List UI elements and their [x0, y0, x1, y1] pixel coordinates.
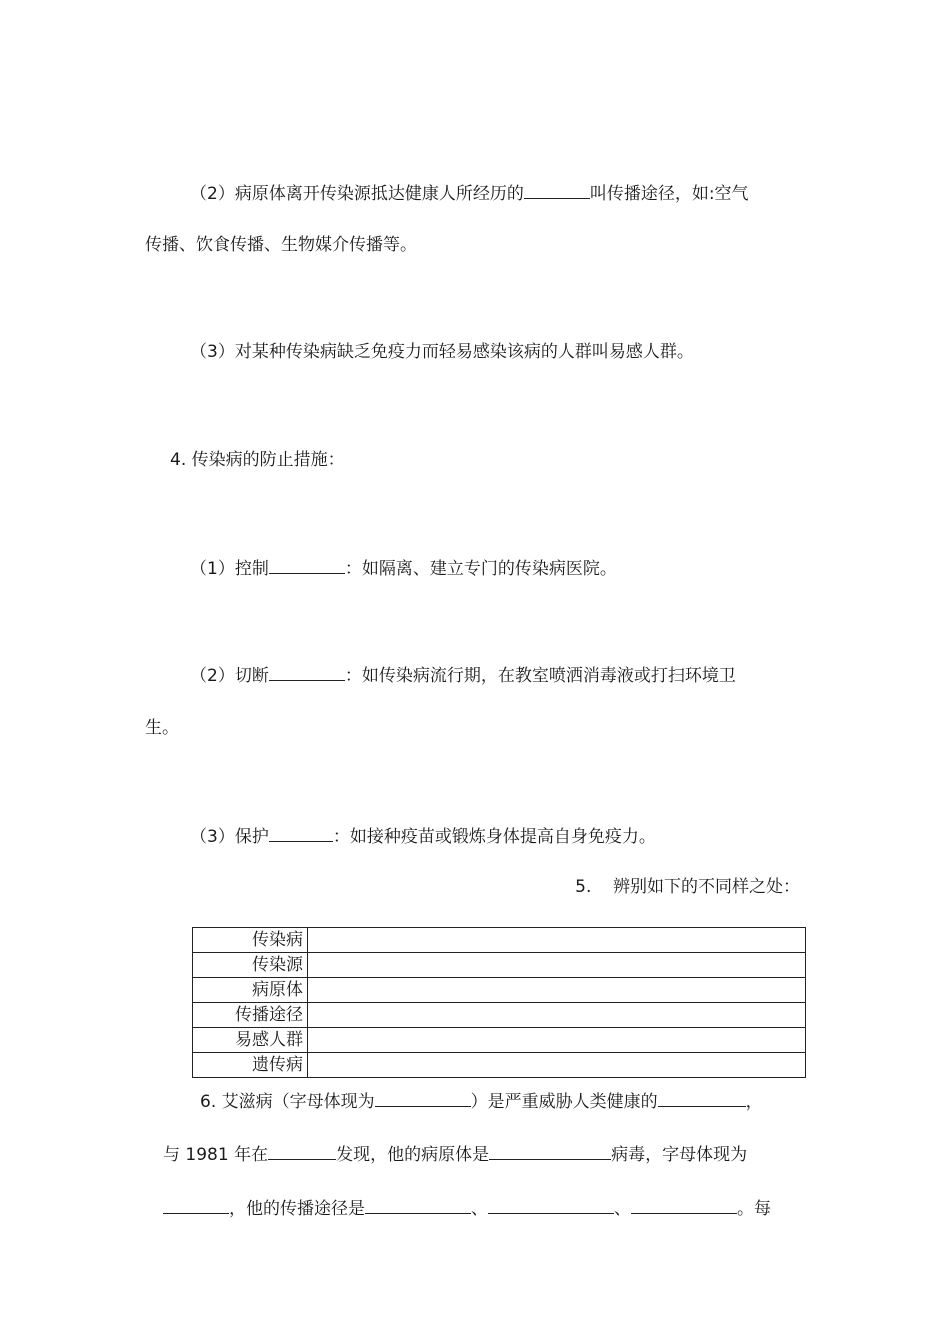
measure-2-after: ：如传染病流行期，在教室喷洒消毒液或打扫环境卫: [344, 666, 736, 686]
table-row: [193, 978, 806, 1003]
section-6-line-1: [200, 1088, 763, 1114]
aids-country-blank[interactable]: [268, 1141, 336, 1160]
term-answer-cell[interactable]: [308, 1003, 806, 1028]
section-5-title-text: 5. 辨别如下的不同样之处：: [575, 877, 800, 897]
route-paragraph: [190, 180, 749, 206]
terms-table: [192, 927, 806, 1078]
measure-3: [190, 823, 656, 849]
section-4-title: [170, 448, 345, 472]
term-answer-cell[interactable]: [308, 978, 806, 1003]
route-paragraph-cont: [145, 233, 417, 257]
route-text-after: 叫传播途径，如:空气: [589, 184, 749, 204]
measure-1: [190, 555, 617, 581]
measure-2-blank[interactable]: [269, 662, 345, 681]
s6-l3d: 。每: [737, 1199, 771, 1219]
term-answer-cell[interactable]: [308, 953, 806, 978]
route-blank-1[interactable]: [365, 1195, 471, 1214]
route-text-before: （2）病原体离开传染源抵达健康人所经历的: [190, 184, 524, 204]
measure-2-cont: [145, 716, 179, 740]
section-4-title-text: 4. 传染病的防止措施：: [170, 450, 345, 470]
s6-l3a: ，他的传播途径是: [229, 1199, 365, 1219]
measure-3-after: ：如接种疫苗或锻炼身体提高自身免疫力。: [332, 827, 656, 847]
aids-pathogen-blank[interactable]: [489, 1141, 611, 1160]
route-blank-3[interactable]: [631, 1195, 737, 1214]
virus-abbrev-blank[interactable]: [163, 1195, 229, 1214]
s6-l1b: ）是严重威胁人类健康的: [470, 1092, 658, 1112]
s6-l3b: 、: [471, 1199, 488, 1219]
s6-l3c: 、: [614, 1199, 631, 1219]
measure-2-cont-text: 生。: [145, 718, 179, 738]
section-6-line-2: [163, 1141, 747, 1167]
s6-l2c: 病毒，字母体现为: [611, 1145, 748, 1165]
table-row: [193, 928, 806, 953]
term-label: 易感人群: [193, 1028, 308, 1053]
susceptible-text: （3）对某种传染病缺乏免疫力而轻易感染该病的人群叫易感人群。: [190, 342, 694, 362]
s6-l1c: ，: [745, 1092, 763, 1112]
s6-l1a: 6. 艾滋病（字母体现为: [200, 1092, 375, 1112]
susceptible-paragraph: [190, 340, 694, 364]
table-row: [193, 1003, 806, 1028]
measure-3-blank[interactable]: [269, 823, 333, 842]
aids-threat-blank[interactable]: [658, 1088, 746, 1107]
term-label: 传染源: [193, 953, 308, 978]
term-answer-cell[interactable]: [308, 928, 806, 953]
table-row: [193, 953, 806, 978]
term-answer-cell[interactable]: [308, 1053, 806, 1078]
s6-l2b: 发现，他的病原体是: [336, 1145, 490, 1165]
term-label: 遗传病: [193, 1053, 308, 1078]
measure-2-before: （2）切断: [190, 666, 269, 686]
section-5-title: [575, 875, 800, 899]
measure-1-blank[interactable]: [269, 555, 345, 574]
term-label: 病原体: [193, 978, 308, 1003]
route-blank[interactable]: [524, 180, 590, 199]
section-6-line-3: [163, 1195, 771, 1221]
term-answer-cell[interactable]: [308, 1028, 806, 1053]
aids-abbrev-blank[interactable]: [375, 1088, 471, 1107]
measure-1-after: ：如隔离、建立专门的传染病医院。: [344, 559, 617, 579]
term-label: 传染病: [193, 928, 308, 953]
measure-3-before: （3）保护: [190, 827, 269, 847]
route-blank-2[interactable]: [488, 1195, 614, 1214]
route-text-cont: 传播、饮食传播、生物媒介传播等。: [145, 235, 417, 255]
s6-l2a: 与 1981 年在: [163, 1145, 269, 1165]
table-row: [193, 1053, 806, 1078]
measure-1-before: （1）控制: [190, 559, 269, 579]
measure-2: [190, 662, 736, 688]
table-row: [193, 1028, 806, 1053]
term-label: 传播途径: [193, 1003, 308, 1028]
